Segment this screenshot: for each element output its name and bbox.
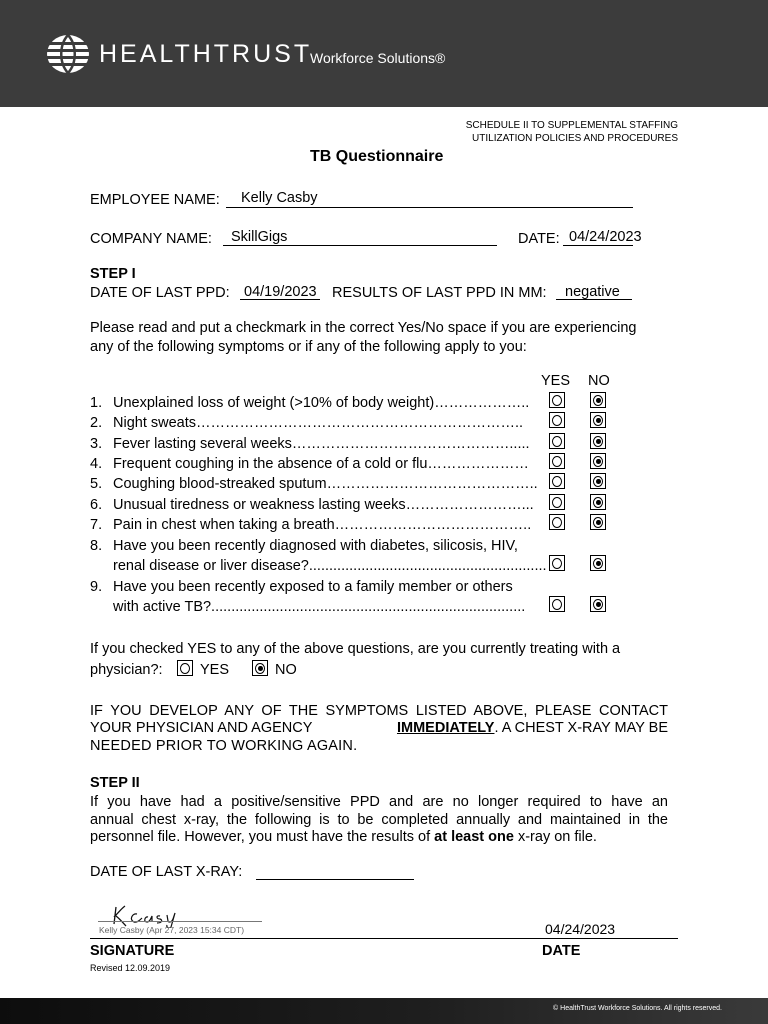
instructions-line-2: any of the following symptoms or if any of the following apply to you: xyxy=(90,339,527,355)
header-banner xyxy=(0,0,768,107)
ppd-date-label: DATE OF LAST PPD: xyxy=(90,285,230,301)
question-6-no-checkbox[interactable] xyxy=(590,494,606,510)
question-2-number: 2. xyxy=(90,415,103,431)
warning-line-1: IF YOU DEVELOP ANY OF THE SYMPTOMS LISTED ABOVE, PLEASE CONTACT xyxy=(90,703,668,719)
question-4-yes-checkbox[interactable] xyxy=(549,453,565,469)
question-5-yes-checkbox[interactable] xyxy=(549,473,565,489)
warning-line-2 xyxy=(90,720,668,736)
question-9-number: 9. xyxy=(90,579,103,595)
question-5-number: 5. xyxy=(90,476,103,492)
step2-at-least-one: at least one xyxy=(434,829,514,845)
question-1-number: 1. xyxy=(90,395,103,411)
treating-no-label: NO xyxy=(275,662,297,678)
xray-date-line xyxy=(256,879,414,880)
treating-no-checkbox[interactable] xyxy=(252,660,268,676)
employee-name-label: EMPLOYEE NAME: xyxy=(90,192,220,208)
question-4-no-checkbox[interactable] xyxy=(590,453,606,469)
treating-question-line-2: physician?: xyxy=(90,662,163,678)
question-1-text: Unexplained loss of weight (>10% of body weight)……………….. xyxy=(113,395,530,411)
treating-yes-label: YES xyxy=(200,662,230,678)
question-1-yes-checkbox[interactable] xyxy=(549,392,565,408)
question-7-yes-checkbox[interactable] xyxy=(549,514,565,530)
question-8-number: 8. xyxy=(90,538,103,554)
question-5-text: Coughing blood-streaked sputum…………………………………….. xyxy=(113,476,538,492)
step1-heading: STEP I xyxy=(90,266,136,282)
warning-immediately xyxy=(397,720,668,736)
question-9-text: Have you been recently exposed to a family member or others xyxy=(113,579,513,595)
treating-yes-checkbox[interactable] xyxy=(177,660,193,676)
signature-date-field[interactable]: 04/24/2023 xyxy=(545,921,616,937)
copyright-text: © HealthTrust Workforce Solutions. All rights reserved. xyxy=(553,1005,722,1012)
question-3-number: 3. xyxy=(90,436,103,452)
signature-date-line xyxy=(90,938,678,939)
question-2-yes-checkbox[interactable] xyxy=(549,412,565,428)
date-field[interactable]: 04/24/2023 xyxy=(569,229,642,245)
step2-line-3-start: personnel file. However, you must have the results of xyxy=(90,829,431,845)
employee-name-field[interactable]: Kelly Casby xyxy=(241,190,318,206)
signature-caption: Kelly Casby (Apr 27, 2023 15:34 CDT) xyxy=(99,925,245,935)
question-8-no-checkbox[interactable] xyxy=(590,555,606,571)
warning-line-3: NEEDED PRIOR TO WORKING AGAIN. xyxy=(90,738,358,754)
question-6-yes-checkbox[interactable] xyxy=(549,494,565,510)
company-name-label: COMPANY NAME: xyxy=(90,231,212,247)
instructions-line-1: Please read and put a checkmark in the correct Yes/No space if you are experiencing xyxy=(90,320,637,336)
question-7-text: Pain in chest when taking a breath………………………………….. xyxy=(113,517,532,533)
footer-bar xyxy=(0,998,768,1024)
question-6-text: Unusual tiredness or weakness lasting weeks……………………... xyxy=(113,497,534,513)
question-8-text: Have you been recently diagnosed with diabetes, silicosis, HIV, xyxy=(113,538,518,554)
question-1-no-checkbox[interactable] xyxy=(590,392,606,408)
schedule-line-1: SCHEDULE II TO SUPPLEMENTAL STAFFING xyxy=(465,120,678,131)
question-3-text: Fever lasting several weeks………………………………………..... xyxy=(113,436,530,452)
signature-line xyxy=(98,921,262,922)
question-3-yes-checkbox[interactable] xyxy=(549,433,565,449)
question-7-number: 7. xyxy=(90,517,103,533)
schedule-line-2: UTILIZATION POLICIES AND PROCEDURES xyxy=(472,133,678,144)
question-2-no-checkbox[interactable] xyxy=(590,412,606,428)
step2-line-1: If you have had a positive/sensitive PPD and are no longer required to have an xyxy=(90,794,668,810)
yes-column-header: YES xyxy=(541,373,571,389)
employee-name-line xyxy=(226,207,633,208)
company-name-field[interactable]: SkillGigs xyxy=(231,229,288,245)
step2-line-3-end: x-ray on file. xyxy=(517,829,597,845)
step2-line-3 xyxy=(90,829,597,845)
question-9-no-checkbox[interactable] xyxy=(590,596,606,612)
date-line xyxy=(563,245,633,246)
no-column-header: NO xyxy=(588,373,610,389)
ppd-date-field[interactable]: 04/19/2023 xyxy=(244,284,317,300)
question-2-text: Night sweats………………………………………………………….. xyxy=(113,415,524,431)
warning-immediately-text: IMMEDIATELY xyxy=(396,720,495,736)
warning-line-2-start: YOUR PHYSICIAN AND AGENCY xyxy=(90,720,313,736)
ppd-results-field[interactable]: negative xyxy=(565,284,620,300)
question-5-no-checkbox[interactable] xyxy=(590,473,606,489)
question-8-yes-checkbox[interactable] xyxy=(549,555,565,571)
step2-heading: STEP II xyxy=(90,775,140,791)
question-6-number: 6. xyxy=(90,497,103,513)
company-name-line xyxy=(223,245,497,246)
question-9-yes-checkbox[interactable] xyxy=(549,596,565,612)
question-4-text: Frequent coughing in the absence of a cold or flu………………… xyxy=(113,456,529,472)
question-7-no-checkbox[interactable] xyxy=(590,514,606,530)
signature-label: SIGNATURE xyxy=(90,943,175,959)
question-4-number: 4. xyxy=(90,456,103,472)
warning-line-2-end: . A CHEST X-RAY MAY BE xyxy=(494,720,668,736)
treating-question-line-1: If you checked YES to any of the above questions, are you currently treating with a xyxy=(90,641,621,657)
xray-date-label: DATE OF LAST X-RAY: xyxy=(90,864,243,880)
revised-date: Revised 12.09.2019 xyxy=(90,963,171,973)
healthtrust-globe-logo xyxy=(45,33,91,75)
brand-subtitle: Workforce Solutions® xyxy=(310,50,446,66)
date-bottom-label: DATE xyxy=(542,943,581,959)
question-9-text-continued: with active TB?.............................................................................. xyxy=(113,599,526,615)
step2-line-2: annual chest x-ray, the following is to be completed annually and maintained in the xyxy=(90,812,668,828)
ppd-results-label: RESULTS OF LAST PPD IN MM: xyxy=(332,285,547,301)
date-label: DATE: xyxy=(518,231,560,247)
brand-name: HEALTHTRUST xyxy=(99,40,313,68)
question-8-text-continued: renal disease or liver disease?........................................................... xyxy=(113,558,547,574)
question-3-no-checkbox[interactable] xyxy=(590,433,606,449)
page-title: TB Questionnaire xyxy=(310,148,444,165)
